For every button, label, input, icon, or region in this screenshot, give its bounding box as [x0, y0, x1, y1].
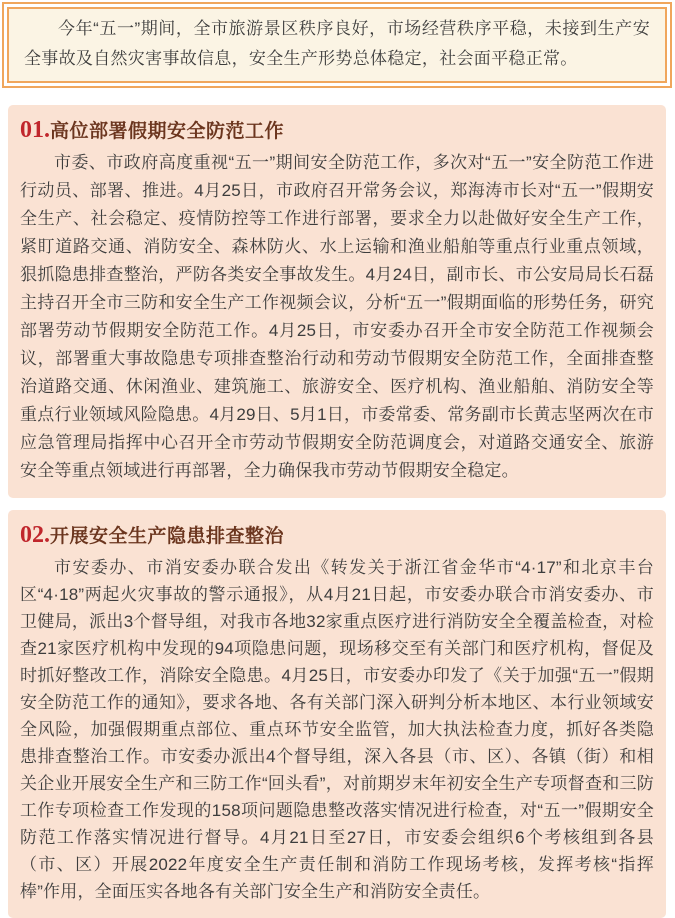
section-block-1	[8, 105, 666, 498]
section-1-header	[20, 117, 654, 145]
intro-summary-box	[7, 7, 667, 83]
section-1-paragraph: 市委、市政府高度重视“五一”期间安全防范工作，多次对“五一”安全防范工作进行动员、部署、推进。4月25日，市政府召开常务会议，郑海涛市长对“五一”假期安全生产、社会稳定、疫情防控等工作进行部署，要求全力以赴做好安全生产工作，紧盯道路交通、消防安全、森林防火、水上运输和渔业船舶等重点行业重点领域，狠抓隐患排查整治，严防各类安全事故发生。4月24日，副市长、市公安局局长石磊主持召开全市三防和安全生产工作视频会议，分析“五一”假期面临的形势任务，研究部署劳动节假期安全防范工作。4月25日，市安委办召开全市安全防范工作视频会议，部署重大事故隐患专项排查整治行动和劳动节假期安全防范工作，全面排查整治道路交通、休闲渔业、建筑施工、旅游安全、医疗机构、渔业船舶、消防安全等重点行业领域风险隐患。4月29日、5月1日，市委常委、常务副市长黄志坚两次在市应急管理局指挥中心召开全市劳动节假期安全防范调度会，对道路交通安全、旅游安全等重点领域进行再部署，全力确保我市劳动节假期安全稳定。	[20, 153, 654, 480]
section-2-paragraph: 市安委办、市消安委办联合发出《转发关于浙江省金华市“4·17”和北京丰台区“4·18”两起火灾事故的警示通报》，从4月21日起，市安委办联合市消安委办、市卫健局，派出3个督导组，对我市各地32家重点医疗进行消防安全全覆盖检查，对检查21家医疗机构中发现的94项隐患问题，现场移交至有关部门和医疗机构，督促及时抓好整改工作，消除安全隐患。4月25日，市安委办印发了《关于加强“五一”假期安全防范工作的通知》，要求各地、各有关部门深入研判分析本地区、本行业领域安全风险，加强假期重点部位、重点环节安全监管，加大执法检查力度，抓好各类隐患排查整治工作。市安委办派出4个督导组，深入各县（市、区）、各镇（街）和相关企业开展安全生产和三防工作“回头看”，对前期岁末年初安全生产专项督查和三防工作专项检查工作发现的158项问题隐患整改落实情况进行检查，对“五一”假期安全防范工作落实情况进行督导。4月21日至27日，市安委会组织6个考核组到各县（市、区）开展2022年度安全生产责任制和消防工作现场考核，发挥考核“指挥棒”作用，全面压实各地各有关部门安全生产和消防安全责任。	[20, 558, 655, 901]
section-1-title: 高位部署假期安全防范工作	[50, 121, 285, 142]
section-block-2	[8, 510, 666, 918]
intro-summary-text: 今年“五一”期间，全市旅游景区秩序良好，市场经营秩序平稳，未接到生产安全事故及自然灾害事故信息，安全生产形势总体稳定，社会面平稳正常。	[24, 19, 650, 68]
section-2-header	[20, 522, 654, 550]
section-2-title: 开展安全生产隐患排查整治	[50, 526, 285, 547]
section-2-number: 02.	[20, 522, 50, 548]
section-1-number: 01.	[20, 117, 50, 143]
